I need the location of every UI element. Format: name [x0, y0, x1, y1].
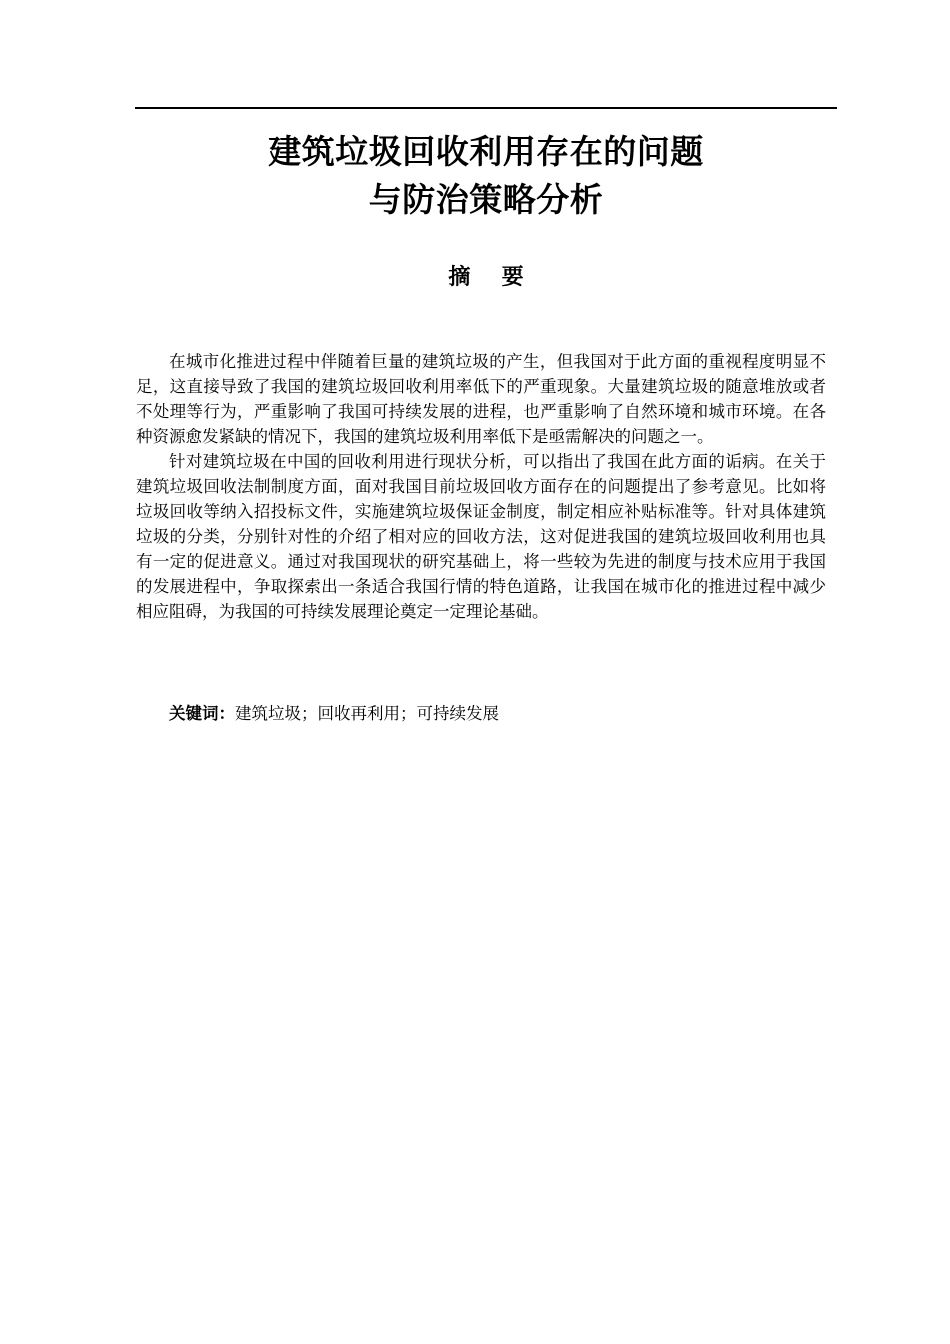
document-title	[135, 128, 837, 224]
abstract-heading: 摘 要	[448, 265, 524, 290]
keywords-line	[136, 701, 826, 726]
abstract-paragraph-2: 针对建筑垃圾在中国的回收利用进行现状分析，可以指出了我国在此方面的诟病。在关于建筑垃圾回收法制制度方面，面对我国目前垃圾回收方面存在的问题提出了参考意见。比如将垃圾回收等纳入招投标文件，实施建筑垃圾保证金制度，制定相应补贴标准等。针对具体建筑垃圾的分类，分别针对性的介绍了相对应的回收方法，这对促进我国的建筑垃圾回收利用也具有一定的促进意义。通过对我国现状的研究基础上，将一些较为先进的制度与技术应用于我国的发展进程中，争取探索出一条适合我国行情的特色道路，让我国在城市化的推进过程中减少相应阻碍，为我国的可持续发展理论奠定一定理论基础。	[136, 452, 826, 621]
keywords-text: 建筑垃圾；回收再利用；可持续发展	[235, 704, 499, 723]
title-line-1: 建筑垃圾回收利用存在的问题	[268, 132, 704, 171]
abstract-paragraph-1: 在城市化推进过程中伴随着巨量的建筑垃圾的产生，但我国对于此方面的重视程度明显不足，这直接导致了我国的建筑垃圾回收利用率低下的严重现象。大量建筑垃圾的随意堆放或者不处理等行为，严重影响了我国可持续发展的进程，也严重影响了自然环境和城市环境。在各种资源愈发紧缺的情况下，我国的建筑垃圾利用率低下是亟需解决的问题之一。	[136, 352, 826, 446]
title-line-2: 与防治策略分析	[368, 180, 604, 219]
abstract-body	[136, 349, 826, 624]
keywords-label: 关键词：	[169, 704, 235, 723]
header-rule	[135, 107, 837, 109]
